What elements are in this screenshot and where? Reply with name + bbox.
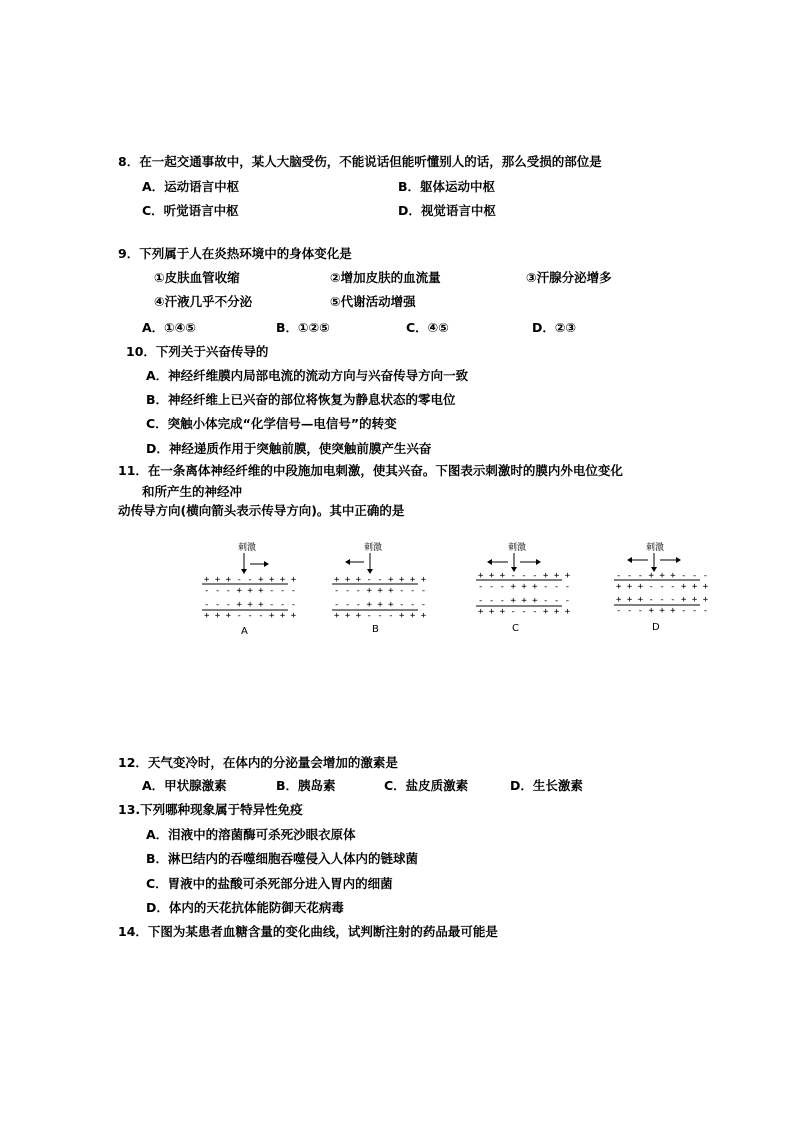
q9-item-5: ⑤代谢活动增强 [330, 294, 416, 309]
q14-stem: 14．下图为某患者血糖含量的变化曲线，试判断注射的药品最可能是 [118, 924, 498, 939]
q13-option-a: A．泪液中的溶菌酶可杀死沙眼衣原体 [146, 827, 356, 842]
nerve-impulse-figure [180, 538, 720, 638]
q13-stem: 13.下列哪种现象属于特异性免疫 [118, 802, 303, 817]
q13-option-b: B．淋巴结内的吞噬细胞吞噬侵入人体内的链球菌 [146, 851, 419, 866]
stim-label: 刺激 [508, 543, 527, 553]
q8-option-d: D．视觉语言中枢 [398, 203, 496, 218]
q12-stem: 12．天气变冷时，在体内的分泌量会增加的激素是 [118, 755, 398, 770]
svg-text:- - - + + + - - -: - - - + + + - - - [478, 582, 571, 592]
q10-option-b: B．神经纤维上已兴奋的部位将恢复为静息状态的零电位 [146, 392, 456, 407]
panel-label-a: A [241, 626, 248, 637]
q9-option-d: D．②③ [532, 320, 577, 335]
q9-stem: 9．下列属于人在炎热环境中的身体变化是 [118, 246, 352, 261]
svg-text:+ + + - - - + + +: + + + - - - + + + [616, 582, 709, 592]
q11-stem-line2: 和所产生的神经冲 [142, 484, 243, 499]
stim-label: 刺激 [646, 543, 665, 553]
q12-option-b: B．胰岛素 [276, 778, 336, 793]
q9-item-4: ④汗液几乎不分泌 [154, 294, 253, 309]
q8-option-b: B．躯体运动中枢 [398, 179, 496, 194]
q10-option-c: C．突触小体完成“化学信号—电信号”的转变 [146, 416, 397, 431]
svg-text:- - - + + + - - -: - - - + + + - - - [204, 600, 297, 610]
q13-option-d: D．体内的天花抗体能防御天花病毒 [146, 900, 344, 915]
svg-text:+ + + - - - + + +: + + + - - - + + + [478, 607, 571, 617]
svg-text:- - - + + + - - -: - - - + + + - - - [616, 571, 709, 581]
svg-text:- - - + + + - - -: - - - + + + - - - [616, 606, 709, 616]
q12-option-c: C．盐皮质激素 [384, 778, 469, 793]
svg-text:- - - + + + - - -: - - - + + + - - - [204, 586, 297, 596]
panel-label-b: B [372, 624, 379, 635]
q9-option-b: B．①②⑤ [276, 320, 330, 335]
q11-stem-line1: 11．在一条离体神经纤维的中段施加电刺激，使其兴奋。下图表示刺激时的膜内外电位变化 [118, 463, 623, 478]
q8-option-a: A．运动语言中枢 [142, 179, 240, 194]
q9-item-3: ③汗腺分泌增多 [526, 270, 612, 285]
svg-text:- - - + + + - - -: - - - + + + - - - [334, 586, 427, 596]
q8-option-c: C．听觉语言中枢 [142, 203, 239, 218]
panel-label-d: D [652, 622, 660, 633]
q10-stem: 10．下列关于兴奋传导的 [126, 344, 269, 359]
figure-panel-d [612, 538, 712, 638]
q9-item-2: ②增加皮肤的血流量 [330, 270, 441, 285]
figure-panel-b [330, 538, 430, 638]
svg-text:+ + + - - - + + +: + + + - - - + + + [616, 595, 709, 605]
q9-item-1: ①皮肤血管收缩 [154, 270, 240, 285]
q13-option-c: C．胃液中的盐酸可杀死部分进入胃内的细菌 [146, 876, 393, 891]
svg-text:+ + + - - + + + +: + + + - - + + + + [334, 575, 427, 585]
svg-text:- - - + + + - - -: - - - + + + - - - [478, 596, 571, 606]
figure-panel-a [192, 538, 297, 638]
svg-text:+ + + - - + + + +: + + + - - + + + + [204, 575, 297, 585]
svg-text:- - - + + + - - -: - - - + + + - - - [334, 600, 427, 610]
q9-option-c: C．④⑤ [406, 320, 449, 335]
q12-option-d: D．生长激素 [510, 778, 583, 793]
panel-label-c: C [512, 623, 519, 634]
stim-label: 刺激 [364, 543, 383, 553]
q8-stem: 8．在一起交通事故中，某人大脑受伤，不能说话但能听懂别人的话，那么受损的部位是 [118, 154, 602, 169]
figure-panel-c [472, 538, 572, 638]
q12-option-a: A．甲状腺激素 [142, 778, 227, 793]
stim-label: 刺激 [238, 543, 257, 553]
svg-text:+ + + - - - + + +: + + + - - - + + + [334, 611, 427, 621]
q11-stem-line3: 动传导方向(横向箭头表示传导方向)。其中正确的是 [118, 503, 405, 518]
q9-option-a: A．①④⑤ [142, 320, 196, 335]
q10-option-d: D．神经递质作用于突触前膜，使突触前膜产生兴奋 [146, 441, 432, 456]
q10-option-a: A．神经纤维膜内局部电流的流动方向与兴奋传导方向一致 [146, 368, 469, 383]
svg-text:+ + + - - - + + +: + + + - - - + + + [204, 611, 297, 621]
svg-text:+ + + - - - + + +: + + + - - - + + + [478, 571, 571, 581]
